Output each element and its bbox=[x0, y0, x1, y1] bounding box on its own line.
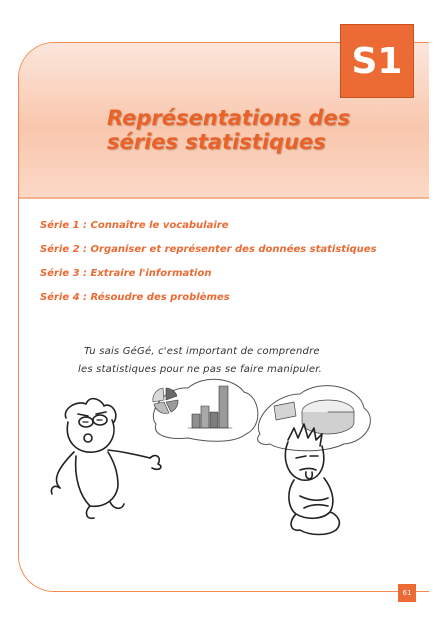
bar-chart-icon bbox=[188, 386, 232, 428]
header-divider bbox=[19, 197, 429, 199]
series-item-4[interactable]: Série 4 : Résoudre des problèmes bbox=[40, 292, 230, 303]
series-item-1[interactable]: Série 1 : Connaître le vocabulaire bbox=[40, 220, 229, 231]
series-item-2[interactable]: Série 2 : Organiser et représenter des données statistiques bbox=[40, 244, 377, 255]
page-number-label: 61 bbox=[402, 589, 412, 597]
speech-line-1: Tu sais GéGé, c'est important de comprendre bbox=[84, 346, 320, 357]
cartoon-illustration bbox=[38, 372, 378, 562]
speech-line-2: les statistiques pour ne pas se faire manipuler. bbox=[78, 364, 323, 375]
character-left-icon bbox=[51, 399, 160, 519]
page-number bbox=[398, 584, 416, 602]
chapter-title bbox=[107, 106, 351, 154]
pie-chart-icon bbox=[153, 388, 178, 413]
series-item-3[interactable]: Série 3 : Extraire l'information bbox=[40, 268, 212, 279]
chapter-title-line-2: séries statistiques bbox=[107, 130, 326, 154]
series-list bbox=[40, 220, 377, 316]
chapter-title-line-1: Représentations des bbox=[107, 106, 351, 130]
character-right-icon bbox=[285, 424, 339, 535]
chapter-badge-label: S1 bbox=[351, 40, 403, 82]
chapter-badge bbox=[340, 24, 414, 98]
